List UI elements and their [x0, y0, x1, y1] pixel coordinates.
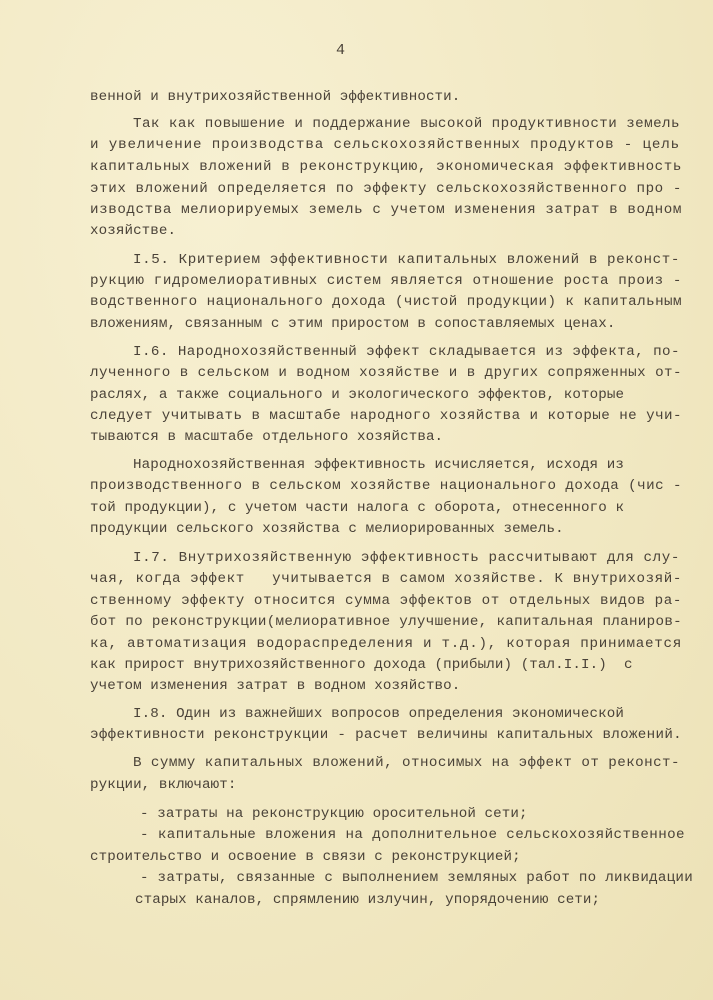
text-line: рукцию гидромелиоративных систем является отношение роста произ -	[90, 273, 682, 289]
text-line: лученного в сельском и водном хозяйстве и в других сопряженных от-	[90, 365, 682, 381]
text-line: I.6. Народнохозяйственный эффект складывается из эффекта, по-	[133, 344, 680, 360]
text-line: бот по реконструкции(мелиоративное улучшение, капитальная планиров-	[90, 614, 682, 630]
text-line: старых каналов, спрямлению излучин, упорядочению сети;	[135, 892, 601, 908]
text-line: - затраты на реконструкцию оросительной сети;	[140, 806, 528, 822]
text-line: рукции, включают:	[90, 777, 237, 793]
text-line: - затраты, связанные с выполнением земляных работ по ликвидации	[140, 870, 693, 886]
text-line: этих вложений определяется по эффекту сельскохозяйственного про -	[90, 181, 682, 197]
text-line: - капитальные вложения на дополнительное сельскохозяйственное	[140, 827, 685, 843]
text-line: продукции сельского хозяйства с мелиорированных земель.	[90, 521, 564, 537]
text-line: ка, автоматизация водораспределения и т.д.), которая принимается	[90, 636, 682, 652]
text-line: и увеличение производства сельскохозяйственных продуктов - цель	[90, 137, 680, 153]
text-line: раслях, а также социального и экологического эффектов, которые	[90, 387, 625, 403]
page-number: 4	[336, 42, 346, 59]
text-line: венной и внутрихозяйственной эффективности.	[90, 89, 461, 105]
text-line: I.7. Внутрихозяйственную эффективность рассчитывают для слу-	[133, 550, 680, 566]
text-line: следует учитывать в масштабе народного хозяйства и которые не учи-	[90, 408, 682, 424]
text-line: изводства мелиорируемых земель с учетом изменения затрат в водном	[90, 202, 682, 218]
text-line: водственного национального дохода (чистой продукции) к капитальным	[90, 294, 682, 310]
text-line: капитальных вложений в реконструкцию, экономическая эффективность	[90, 159, 682, 175]
text-line: строительство и освоение в связи с реконструкцией;	[90, 849, 521, 865]
text-line: той продукции), с учетом части налога с оборота, отнесенного к	[90, 500, 625, 516]
text-line: вложениям, связанным с этим приростом в сопоставляемых ценах.	[90, 316, 616, 332]
text-line: Народнохозяйственная эффективность исчисляется, исходя из	[133, 457, 624, 473]
text-line: эффективности реконструкции - расчет величины капитальных вложений.	[90, 727, 682, 743]
text-line: производственного в сельском хозяйстве национального дохода (чис -	[90, 478, 682, 494]
text-line: хозяйстве.	[90, 223, 177, 239]
text-line: I.8. Один из важнейших вопросов определения экономической	[133, 706, 624, 722]
text-line: учетом изменения затрат в водном хозяйство.	[90, 678, 461, 694]
text-line: как прирост внутрихозяйственного дохода (прибыли) (тал.I.I.) с	[90, 657, 633, 673]
text-line: тываются в масштабе отдельного хозяйства.	[90, 429, 444, 445]
text-line: Так как повышение и поддержание высокой продуктивности земель	[133, 116, 680, 132]
text-line: I.5. Критерием эффективности капитальных вложений в реконст-	[133, 252, 680, 268]
text-line: В сумму капитальных вложений, относимых на эффект от реконст-	[133, 755, 680, 771]
text-line: чая, когда эффект учитывается в самом хозяйстве. К внутрихозяй-	[90, 571, 682, 587]
text-line: ственному эффекту относится сумма эффектов от отдельных видов ра-	[90, 593, 682, 609]
